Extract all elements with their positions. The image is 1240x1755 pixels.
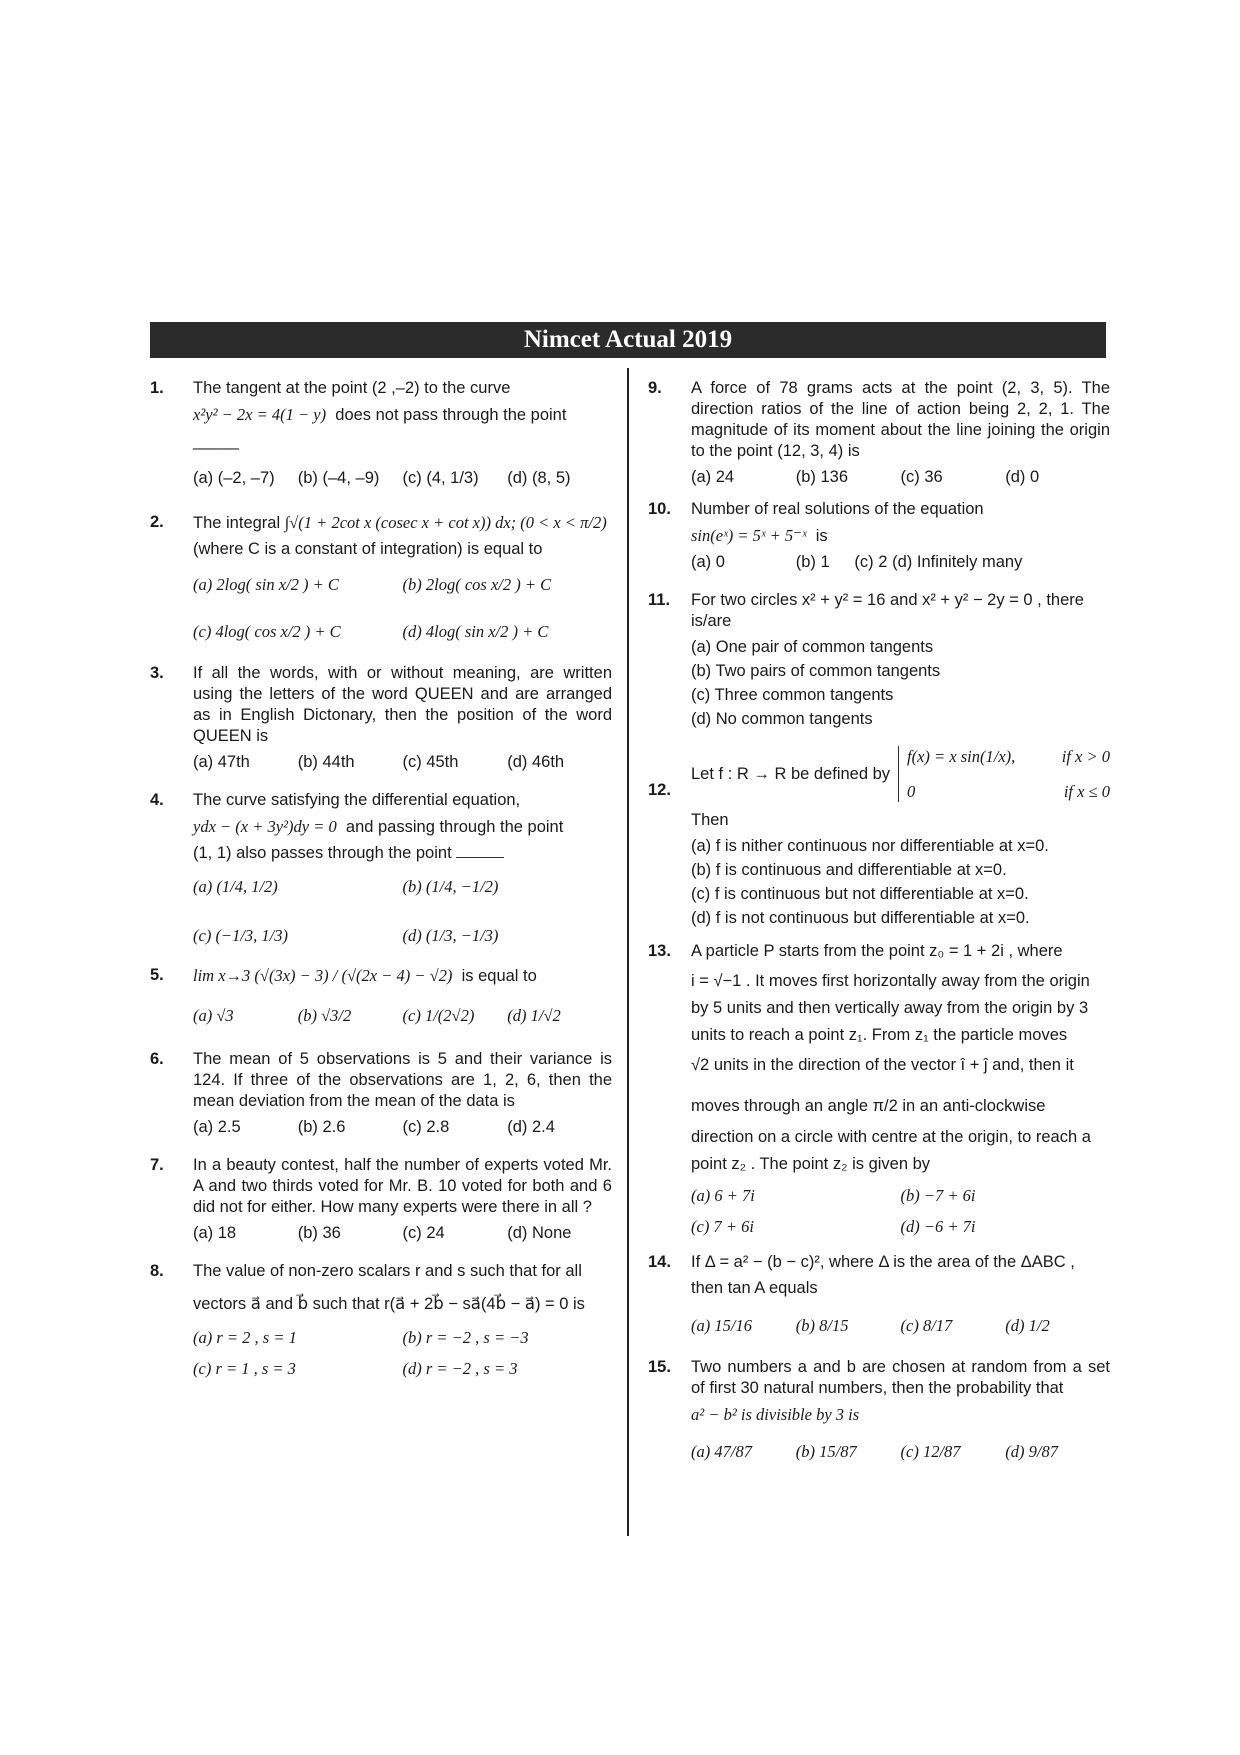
- option-d: (d) 1/2: [1005, 1316, 1050, 1335]
- option-d: (d) No common tangents: [691, 710, 873, 728]
- question-lead: The integral: [193, 514, 281, 532]
- question-math: lim x→3 (√(3x) − 3) / (√(2x − 4) − √2): [193, 966, 453, 985]
- options: [193, 574, 612, 647]
- option-b: (b) 15/87: [795, 1442, 857, 1461]
- question-text: For two circles x² + y² = 16 and x² + y² − 2y = 0 , there is/are: [691, 591, 1084, 630]
- options: [691, 552, 1110, 578]
- option-a: (a) (–2, –7): [193, 469, 275, 487]
- question-number: 7.: [150, 1156, 164, 1174]
- question-text: is equal to: [461, 967, 537, 985]
- option-b: (b) 2log( cos x/2 ) + C: [402, 575, 552, 594]
- question-number: 5.: [150, 966, 164, 984]
- option-b: (b) r = −2 , s = −3: [402, 1328, 529, 1347]
- question-14: [648, 1252, 1110, 1341]
- question-number: 3.: [150, 664, 164, 682]
- line-4: units to reach a point z₁. From z₁ the particle moves: [691, 1026, 1068, 1044]
- option-a: (a) 15/16: [691, 1316, 752, 1335]
- option-c: (c) 4log( cos x/2 ) + C: [193, 622, 341, 641]
- option-d: (d) f is not continuous but differentiable at x=0.: [691, 909, 1030, 927]
- question-number: 13.: [648, 942, 671, 960]
- option-b: (b) (–4, –9): [297, 469, 380, 487]
- question-10: [648, 499, 1110, 578]
- question-text: The mean of 5 observations is 5 and their variance is 124. If three of the observations are 1, 2, 6, then the mean deviation from the mean of the data is: [193, 1050, 612, 1110]
- option-b: (b) 136: [795, 468, 849, 486]
- option-d: (d) 46th: [507, 753, 565, 771]
- condition-1: if x > 0: [1061, 747, 1110, 766]
- question-9: [648, 378, 1110, 493]
- question-5: [150, 965, 612, 1031]
- question-number: 12.: [648, 781, 671, 799]
- question-1: [150, 378, 612, 494]
- question-text-2: then tan A equals: [691, 1279, 818, 1297]
- question-text: If all the words, with or without meaning, are written using the letters of the word QUEEN and are arranged as in English Dictonary, then the position of the word QUEEN is: [193, 664, 612, 745]
- option-a: (a) (1/4, 1/2): [193, 877, 278, 896]
- option-d: (d) Infinitely many: [892, 553, 1023, 571]
- option-d: (d) 9/87: [1005, 1442, 1058, 1461]
- option-c: (c) Three common tangents: [691, 686, 894, 704]
- option-a: (a) 2.5: [193, 1118, 241, 1136]
- question-3: [150, 663, 612, 778]
- question-11: [648, 590, 1110, 730]
- question-number: 15.: [648, 1358, 671, 1376]
- options: [691, 1441, 1110, 1467]
- question-4: [150, 790, 612, 951]
- options: [193, 1117, 612, 1143]
- option-a: (a) f is nither continuous nor differentiable at x=0.: [691, 837, 1049, 855]
- question-6: [150, 1049, 612, 1143]
- option-d: (d) −6 + 7i: [900, 1217, 976, 1236]
- options: [193, 468, 612, 494]
- question-text: A force of 78 grams acts at the point (2, 3, 5). The direction ratios of the line of action being 2, 2, 1. The magnitude of its moment about the line joining the origin to the point (12, 3, 4) is: [691, 379, 1110, 460]
- question-8: [150, 1261, 612, 1384]
- option-d: (d) (1/3, −1/3): [402, 926, 499, 945]
- question-text-2: vectors a⃗ and b⃗ such that r(a⃗ + 2b⃗ − sa⃗(4b⃗ − a⃗) = 0 is: [193, 1295, 585, 1313]
- question-text-2: does not pass through the point: [335, 406, 567, 424]
- question-12: [648, 746, 1110, 929]
- option-d: (d) None: [507, 1224, 572, 1242]
- option-d: (d) (8, 5): [507, 469, 571, 487]
- line-5: √2 units in the direction of the vector î + ĵ and, then it: [691, 1056, 1074, 1074]
- option-b: (b) 44th: [297, 753, 355, 771]
- option-c: (c) 2: [854, 553, 888, 571]
- option-d: (d) 1/√2: [507, 1006, 561, 1025]
- line-1: A particle P starts from the point z₀ = 1 + 2i , where: [691, 942, 1063, 960]
- option-c: (c) f is continuous but not differentiable at x=0.: [691, 885, 1029, 903]
- question-text: Two numbers a and b are chosen at random from a set of first 30 natural numbers, then the probability that: [691, 1358, 1110, 1397]
- left-column: [150, 378, 612, 1396]
- option-d: (d) 2.4: [507, 1118, 555, 1136]
- question-text-3: (1, 1) also passes through the point: [193, 844, 452, 862]
- line-7: direction on a circle with centre at the origin, to reach a: [691, 1128, 1091, 1146]
- option-b: (b) 36: [297, 1224, 341, 1242]
- option-a: (a) r = 2 , s = 1: [193, 1328, 297, 1347]
- options: [691, 1185, 1110, 1242]
- option-c: (c) 24: [402, 1224, 445, 1242]
- question-number: 8.: [150, 1262, 164, 1280]
- options: [691, 1315, 1110, 1341]
- question-math: sin(eˣ) = 5ˣ + 5⁻ˣ: [691, 526, 807, 545]
- options: [691, 467, 1110, 493]
- option-a: (a) 2log( sin x/2 ) + C: [193, 575, 339, 594]
- option-a: (a) 47/87: [691, 1442, 752, 1461]
- question-text: Number of real solutions of the equation: [691, 500, 984, 518]
- question-text-2: is: [815, 527, 828, 545]
- question-then: Then: [691, 811, 729, 829]
- option-c: (c) 1/(2√2): [402, 1006, 475, 1025]
- question-text: Let f : R → R be defined by: [691, 764, 891, 783]
- option-d: (d) 4log( sin x/2 ) + C: [402, 622, 549, 641]
- option-a: (a) 47th: [193, 753, 250, 771]
- option-c: (c) (−1/3, 1/3): [193, 926, 288, 945]
- answer-blank: [456, 857, 504, 858]
- question-number: 10.: [648, 500, 671, 518]
- question-text: The tangent at the point (2 ,–2) to the curve: [193, 379, 511, 397]
- condition-2: if x ≤ 0: [1063, 782, 1110, 801]
- option-c: (c) 2.8: [402, 1118, 450, 1136]
- piece-2: 0: [907, 782, 916, 801]
- question-text-2: a² − b² is divisible by 3 is: [691, 1405, 860, 1424]
- option-c: (c) 36: [900, 468, 943, 486]
- option-b: (b) 2.6: [297, 1118, 346, 1136]
- options: [193, 1005, 612, 1031]
- question-number: 6.: [150, 1050, 164, 1068]
- option-a: (a) 18: [193, 1224, 237, 1242]
- option-b: (b) (1/4, −1/2): [402, 877, 499, 896]
- question-13: [648, 941, 1110, 1242]
- question-text: If Δ = a² − (b − c)², where Δ is the area of the ΔABC ,: [691, 1253, 1075, 1271]
- question-number: 14.: [648, 1253, 671, 1271]
- question-math: ∫√(1 + 2cot x (cosec x + cot x)) dx; (0 < x < π/2): [284, 513, 607, 532]
- option-c: (c) r = 1 , s = 3: [193, 1359, 296, 1378]
- question-text: The curve satisfying the differential equation,: [193, 791, 521, 809]
- option-a: (a) 24: [691, 468, 735, 486]
- answer-blank: _____: [193, 432, 239, 450]
- right-column: [648, 378, 1110, 1479]
- options: [193, 876, 612, 951]
- question-math: x²y² − 2x = 4(1 − y): [193, 405, 327, 424]
- option-b: (b) Two pairs of common tangents: [691, 662, 941, 680]
- option-c: (c) 45th: [402, 753, 459, 771]
- option-c: (c) 12/87: [900, 1442, 961, 1461]
- question-number: 4.: [150, 791, 164, 809]
- option-d: (d) 0: [1005, 468, 1040, 486]
- question-7: [150, 1155, 612, 1249]
- option-b: (b) 8/15: [795, 1316, 849, 1335]
- line-3: by 5 units and then vertically away from the origin by 3: [691, 999, 1089, 1017]
- option-a: (a) 0: [691, 553, 725, 571]
- option-a: (a) One pair of common tangents: [691, 638, 934, 656]
- question-15: [648, 1357, 1110, 1467]
- options: [193, 1223, 612, 1249]
- question-2: [150, 512, 612, 647]
- question-number: 2.: [150, 513, 164, 531]
- option-a: (a) √3: [193, 1006, 234, 1025]
- question-number: 11.: [648, 591, 671, 609]
- question-number: 1.: [150, 379, 164, 397]
- option-b: (b) √3/2: [297, 1006, 352, 1025]
- piece-1: f(x) = x sin(1/x),: [907, 747, 1016, 766]
- option-c: (c) (4, 1/3): [402, 469, 479, 487]
- question-text: In a beauty contest, half the number of experts voted Mr. A and two thirds voted for Mr. B. 10 voted for both and 6 did not for either. How many experts were there in all ?: [193, 1156, 612, 1216]
- page-title: Nimcet Actual 2019: [150, 322, 1106, 358]
- question-text: The value of non-zero scalars r and s such that for all: [193, 1262, 582, 1280]
- options: [193, 752, 612, 778]
- option-a: (a) 6 + 7i: [691, 1186, 755, 1205]
- option-b: (b) −7 + 6i: [900, 1186, 976, 1205]
- question-number: 9.: [648, 379, 662, 397]
- option-b: (b) 1: [795, 553, 830, 571]
- line-6: moves through an angle π/2 in an anti-clockwise: [691, 1097, 1046, 1115]
- line-2: i = √−1 . It moves first horizontally away from the origin: [691, 972, 1090, 990]
- question-text: (where C is a constant of integration) is equal to: [193, 540, 543, 558]
- options: [193, 1327, 612, 1384]
- question-math: ydx − (x + 3y²)dy = 0: [193, 817, 337, 836]
- option-c: (c) 7 + 6i: [691, 1217, 754, 1236]
- option-c: (c) 8/17: [900, 1316, 953, 1335]
- option-d: (d) r = −2 , s = 3: [402, 1359, 518, 1378]
- question-text-2: and passing through the point: [345, 818, 564, 836]
- column-divider: [627, 368, 629, 1536]
- line-8: point z₂ . The point z₂ is given by: [691, 1155, 931, 1173]
- option-b: (b) f is continuous and differentiable at x=0.: [691, 861, 1007, 879]
